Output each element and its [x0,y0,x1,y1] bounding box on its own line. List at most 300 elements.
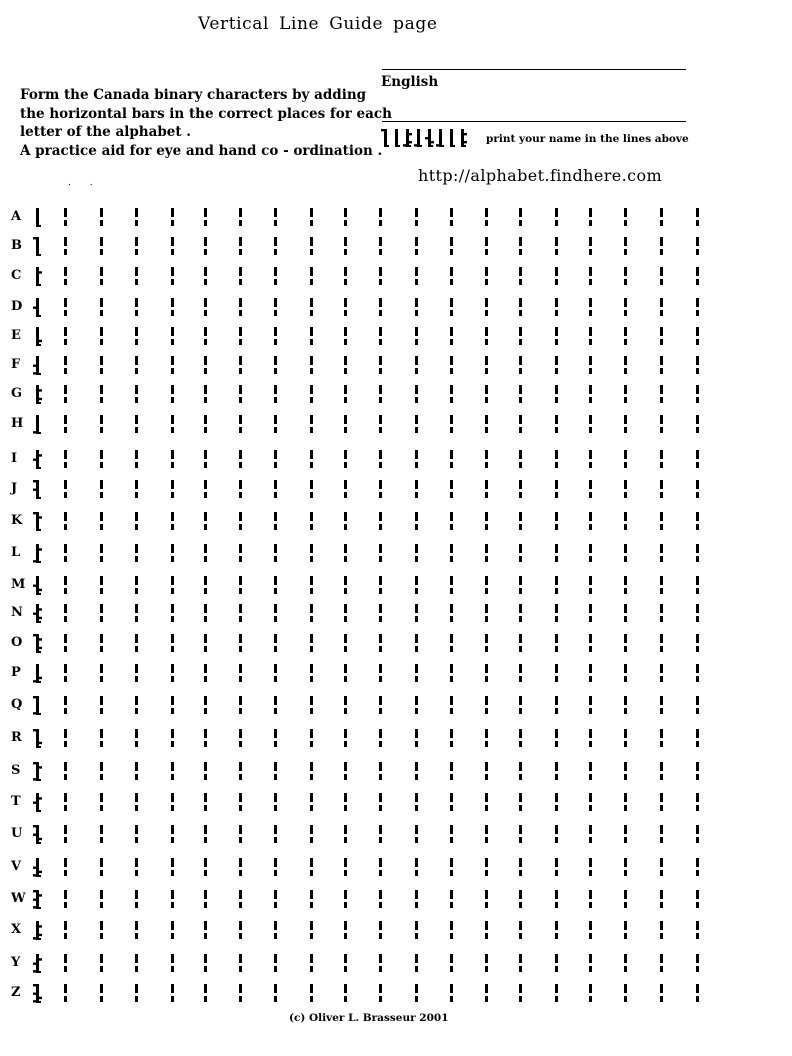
guide-dash [379,870,382,876]
guide-dash [589,890,592,899]
guide-dash [344,208,347,217]
page-title: Vertical Line Guide page [198,14,438,34]
guide-dash [379,616,382,622]
guide-dash [415,774,418,780]
guide-dash [624,664,627,673]
guide-dash [171,616,174,622]
guide-dash [64,339,67,345]
guide-dash [624,356,627,365]
guide-dash [555,921,558,930]
guide-dash [519,356,522,365]
guide-dash [660,793,663,802]
guide-dash [239,492,242,498]
guide-dash [589,729,592,738]
english-writing-line[interactable] [382,69,686,70]
guide-dash [589,870,592,876]
guide-dash [450,397,453,403]
guide-dash [310,984,313,993]
guide-dash [100,356,103,365]
guide-dash [415,741,418,747]
guide-dash [415,524,418,530]
guide-dash [696,356,699,365]
guide-dash [204,604,207,613]
guide-dash [624,462,627,468]
guide-dash [589,634,592,643]
guide-dash [274,933,277,939]
guide-dash [239,708,242,714]
guide-dash [171,249,174,255]
guide-dash [171,966,174,972]
stray-dots: . . [68,178,101,188]
guide-dash [379,664,382,673]
guide-dash [204,492,207,498]
guide-dash [555,604,558,613]
guide-dash [135,984,138,993]
guide-dash [555,279,558,285]
guide-dash [519,385,522,394]
guide-dash [555,220,558,226]
guide-dash [344,339,347,345]
guide-dash [660,279,663,285]
guide-dash [379,634,382,643]
guide-dash [135,415,138,424]
guide-dash [660,696,663,705]
row-letter: C [11,268,22,283]
guide-dash [135,870,138,876]
guide-line-row [0,634,792,656]
guide-dash [310,480,313,489]
guide-dash [64,696,67,705]
guide-dash [100,984,103,993]
guide-dash [450,604,453,613]
guide-dash [624,616,627,622]
guide-dash [344,524,347,530]
guide-dash [239,805,242,811]
guide-dash [589,249,592,255]
guide-dash [100,954,103,963]
guide-dash [64,984,67,993]
guide-dash [555,664,558,673]
guide-dash [696,805,699,811]
guide-dash [239,208,242,217]
guide-dash [274,208,277,217]
guide-dash [555,524,558,530]
guide-dash [485,397,488,403]
guide-dash [310,462,313,468]
name-writing-line[interactable] [382,121,686,122]
guide-dash [660,415,663,424]
guide-dash [589,279,592,285]
guide-dash [485,805,488,811]
guide-dash [100,890,103,899]
guide-dash [310,327,313,336]
guide-dash [589,954,592,963]
guide-dash [660,741,663,747]
guide-dash [100,825,103,834]
row-letter: K [11,513,23,528]
guide-dash [450,524,453,530]
guide-dash [274,450,277,459]
guide-dash [310,646,313,652]
guide-dash [135,774,138,780]
guide-dash [204,793,207,802]
guide-dash [624,708,627,714]
instructions [20,86,392,160]
guide-dash [589,397,592,403]
guide-dash [696,793,699,802]
guide-dash [310,825,313,834]
guide-dash [239,604,242,613]
guide-dash [415,249,418,255]
guide-dash [274,664,277,673]
guide-dash [274,220,277,226]
guide-dash [589,921,592,930]
guide-dash [415,220,418,226]
guide-dash [519,741,522,747]
guide-dash [135,397,138,403]
guide-dash [485,462,488,468]
guide-dash [239,450,242,459]
guide-dash [555,870,558,876]
guide-dash [485,556,488,562]
guide-dash [379,339,382,345]
guide-dash [239,356,242,365]
guide-dash [135,708,138,714]
guide-dash [100,696,103,705]
guide-dash [519,415,522,424]
guide-dash [274,984,277,993]
glyph-foot [384,145,389,147]
guide-dash [696,890,699,899]
glyph-bar [425,137,431,139]
guide-dash [660,634,663,643]
guide-dash [660,933,663,939]
guide-dash [415,339,418,345]
guide-dash [485,902,488,908]
guide-dash [204,524,207,530]
guide-dash [624,793,627,802]
guide-dash [379,890,382,899]
guide-dash [450,837,453,843]
guide-dash [379,427,382,433]
guide-dash [624,729,627,738]
guide-dash [64,237,67,246]
guide-dash [135,208,138,217]
guide-dash [589,805,592,811]
guide-dash [171,954,174,963]
guide-dash [64,825,67,834]
guide-dash [274,616,277,622]
guide-dash [100,279,103,285]
guide-dash [64,524,67,530]
guide-dash [239,858,242,867]
guide-dash [274,356,277,365]
guide-dash [344,933,347,939]
guide-dash [100,774,103,780]
guide-dash [310,368,313,374]
guide-dash [64,729,67,738]
guide-dash [344,634,347,643]
guide-dash [171,237,174,246]
guide-dash [485,544,488,553]
guide-dash [485,512,488,521]
guide-dash [204,954,207,963]
guide-dash [100,933,103,939]
guide-dash [100,664,103,673]
guide-dash [64,267,67,276]
guide-dash [100,741,103,747]
guide-dash [171,397,174,403]
guide-dash [310,793,313,802]
guide-dash [519,805,522,811]
guide-dash [519,664,522,673]
guide-dash [239,279,242,285]
guide-dash [485,708,488,714]
row-letter: V [11,859,22,874]
guide-dash [624,450,627,459]
guide-dash [450,415,453,424]
guide-dash [624,984,627,993]
guide-dash [135,616,138,622]
guide-dash [379,450,382,459]
guide-dash [485,664,488,673]
guide-dash [624,588,627,594]
guide-dash [64,462,67,468]
guide-dash [485,368,488,374]
guide-dash [274,310,277,316]
guide-dash [589,676,592,682]
guide-dash [660,298,663,307]
guide-dash [696,415,699,424]
guide-dash [100,298,103,307]
guide-dash [310,588,313,594]
guide-dash [624,996,627,1002]
guide-dash [696,676,699,682]
guide-dash [696,480,699,489]
guide-dash [310,996,313,1002]
guide-dash [239,870,242,876]
guide-dash [239,890,242,899]
guide-dash [310,512,313,521]
guide-dash [660,825,663,834]
guide-dash [100,462,103,468]
guide-dash [589,708,592,714]
guide-dash [310,676,313,682]
guide-dash [450,450,453,459]
guide-dash [519,576,522,585]
guide-dash [310,576,313,585]
guide-dash [485,966,488,972]
guide-dash [696,249,699,255]
guide-dash [344,604,347,613]
guide-dash [379,397,382,403]
guide-dash [135,462,138,468]
guide-dash [450,984,453,993]
guide-dash [485,310,488,316]
guide-dash [415,397,418,403]
guide-dash [415,890,418,899]
guide-dash [519,996,522,1002]
guide-dash [519,966,522,972]
guide-dash [171,524,174,530]
guide-dash [135,762,138,771]
guide-dash [485,762,488,771]
guide-dash [64,616,67,622]
guide-dash [100,634,103,643]
guide-dash [171,492,174,498]
guide-dash [239,664,242,673]
guide-dash [100,588,103,594]
guide-dash [379,385,382,394]
guide-dash [100,524,103,530]
guide-dash [624,368,627,374]
guide-dash [555,356,558,365]
guide-dash [555,774,558,780]
guide-line-row [0,512,792,534]
row-letter: Y [11,955,21,970]
guide-dash [519,984,522,993]
glyph-stem [461,129,464,147]
guide-dash [171,556,174,562]
guide-dash [344,741,347,747]
guide-dash [589,492,592,498]
guide-dash [415,921,418,930]
guide-dash [624,646,627,652]
guide-dash [100,544,103,553]
guide-dash [274,492,277,498]
guide-dash [274,397,277,403]
guide-dash [555,415,558,424]
guide-dash [171,890,174,899]
guide-dash [555,634,558,643]
guide-dash [450,298,453,307]
guide-dash [310,427,313,433]
guide-dash [519,708,522,714]
guide-dash [415,996,418,1002]
guide-dash [379,921,382,930]
guide-dash [624,805,627,811]
guide-dash [135,576,138,585]
guide-dash [100,902,103,908]
row-letter: T [11,794,21,809]
guide-dash [171,921,174,930]
guide-dash [555,708,558,714]
glyph-foot [439,145,444,147]
guide-dash [696,762,699,771]
guide-dash [660,220,663,226]
guide-dash [555,427,558,433]
guide-dash [415,902,418,908]
guide-dash [379,954,382,963]
guide-dash [274,462,277,468]
guide-dash [204,696,207,705]
guide-dash [239,676,242,682]
guide-dash [589,368,592,374]
guide-dash [135,741,138,747]
guide-dash [450,556,453,562]
guide-dash [589,220,592,226]
guide-dash [555,208,558,217]
guide-dash [344,397,347,403]
guide-dash [239,298,242,307]
guide-dash [64,646,67,652]
guide-dash [379,933,382,939]
guide-dash [415,762,418,771]
guide-line-row [0,415,792,437]
row-letter: E [11,328,21,343]
guide-dash [344,327,347,336]
guide-dash [171,450,174,459]
guide-dash [589,902,592,908]
guide-dash [624,512,627,521]
guide-dash [100,327,103,336]
guide-dash [344,954,347,963]
guide-dash [450,696,453,705]
guide-dash [135,825,138,834]
guide-dash [555,966,558,972]
guide-dash [171,870,174,876]
row-letter: J [11,481,18,496]
guide-dash [696,450,699,459]
guide-dash [379,356,382,365]
guide-dash [696,310,699,316]
guide-dash [135,512,138,521]
guide-dash [344,356,347,365]
guide-dash [589,774,592,780]
guide-dash [344,646,347,652]
guide-dash [344,480,347,489]
guide-dash [624,427,627,433]
guide-dash [135,588,138,594]
guide-dash [485,774,488,780]
guide-dash [519,954,522,963]
guide-line-row [0,793,792,815]
guide-dash [624,385,627,394]
guide-dash [239,729,242,738]
guide-dash [485,267,488,276]
guide-dash [450,249,453,255]
guide-dash [450,427,453,433]
guide-dash [274,237,277,246]
guide-dash [64,397,67,403]
guide-dash [135,696,138,705]
guide-dash [660,708,663,714]
guide-dash [660,604,663,613]
guide-dash [344,984,347,993]
guide-dash [171,415,174,424]
guide-dash [274,646,277,652]
guide-dash [379,576,382,585]
website-url[interactable]: http://alphabet.findhere.com [418,166,663,185]
guide-dash [135,966,138,972]
guide-dash [310,450,313,459]
guide-dash [696,279,699,285]
guide-dash [204,762,207,771]
guide-dash [696,368,699,374]
row-letter: P [11,665,21,680]
guide-dash [589,556,592,562]
guide-dash [415,805,418,811]
guide-dash [379,825,382,834]
guide-dash [171,356,174,365]
guide-dash [64,870,67,876]
guide-dash [239,385,242,394]
guide-dash [379,544,382,553]
guide-dash [624,556,627,562]
guide-dash [310,220,313,226]
guide-dash [344,616,347,622]
guide-dash [450,576,453,585]
